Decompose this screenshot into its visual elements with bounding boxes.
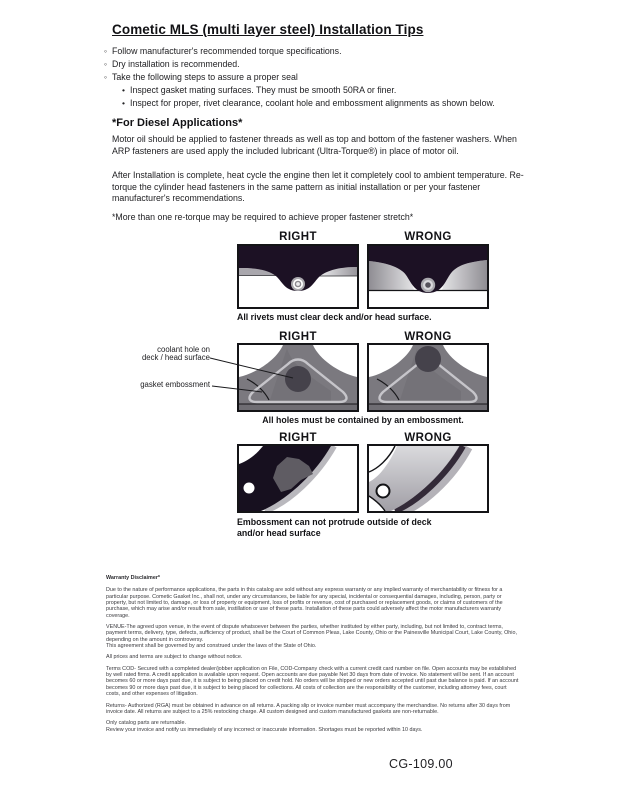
wrong-label: WRONG — [404, 331, 452, 343]
row2-caption: All holes must be contained by an embossment. — [262, 415, 464, 425]
disclaimer-paragraph: This agreement shall be governed by and construed under the laws of the State of Ohio. — [106, 643, 317, 650]
disclaimer-paragraph: Returns- Authorized (RGA) must be obtained in advance on all returns. A packing slip or invoice number must accompany the merchandise. No returns after 30 days from invoice date. All returns are subject to a 25% restocking charge. All custom designed and custom manufactured gaskets are non-returnable. — [106, 702, 511, 715]
bullet-icon: ◦ — [104, 72, 108, 82]
sub-bullet-icon: • — [122, 98, 125, 108]
disclaimer-paragraph: VENUE-The agreed upon venue, in the event of dispute whatsoever between the parties, whether instituted by either party, including, but not limited to, contract terms, payment terms, delivery, type, defects, sufficiency of product, shall be the Court of Common Pleas, Lake County, Ohio or the Painesville Municipal Court, Lake County, Ohio, depending on the amount in controversy. — [106, 624, 517, 643]
embossment-right-diagram — [237, 444, 359, 513]
tip-text: Dry installation is recommended. — [112, 59, 240, 69]
disclaimer-paragraph: Due to the nature of performance applications, the parts in this catalog are sold without any express warranty or any implied warranty of merchantability or fitness for a particular purpose. Cometic Gasket Inc., shall not, under any circumstances, be liable for any special, incidental or consequential damages, including, person, party or property, but not limited to, damage, or loss of property or equipment, loss of profits or revenue, cost of purchased or replacement goods, or claims of customers of the purchase, which may arise and/or result from sale, instillation or use of these parts. Installation of these parts could adversely affect the motor manufacturers warranty coverage. — [106, 587, 503, 619]
disclaimer-paragraph: Review your invoice and notify us immediately of any incorrect or inaccurate information. Shortages must be reported within 10 days. — [106, 726, 423, 733]
right-label: RIGHT — [279, 231, 317, 243]
coolant-hole-annotation — [108, 346, 210, 362]
diesel-note: *More than one re-torque may be required to achieve proper fastener stretch* — [112, 212, 414, 222]
disclaimer-paragraph: Only catalog parts are returnable. — [106, 720, 187, 727]
list-item — [104, 71, 534, 84]
list-item — [122, 97, 534, 110]
caption-line: Embossment can not protrude outside of deck — [237, 517, 432, 527]
diesel-heading: *For Diesel Applications* — [112, 117, 243, 129]
right-label: RIGHT — [279, 432, 317, 444]
disclaimer-heading: Warranty Disclaimer* — [106, 575, 161, 581]
embossment-wrong-diagram — [367, 444, 489, 513]
gasket-embossment-annotation: gasket embossment — [140, 380, 210, 389]
bullet-icon: ◦ — [104, 59, 108, 69]
annotation-line: coolant hole on — [157, 345, 210, 354]
wrong-label: WRONG — [404, 432, 452, 444]
list-item — [104, 45, 534, 58]
rivet-wrong-diagram — [367, 244, 489, 309]
tip-text: Follow manufacturer's recommended torque specifications. — [112, 46, 342, 56]
diesel-paragraph-1: Motor oil should be applied to fastener threads as well as top and bottom of the fastener washers. When ARP fasteners are used apply the included lubricant (Ultra-Torque®) in place of motor oil. — [112, 134, 517, 156]
sub-bullet-icon: • — [122, 85, 125, 95]
row3-caption — [237, 517, 507, 539]
part-number: CG-109.00 — [389, 757, 453, 771]
leader-lines — [205, 348, 315, 398]
diesel-paragraph-2: After Installation is complete, heat cycle the engine then let it completely cool to ambient temperature. Re-torque the cylinder head fasteners in the same pattern as initial installation or per your fastener manufacturer's recommendations. — [112, 170, 524, 203]
row1-caption: All rivets must clear deck and/or head surface. — [237, 312, 432, 322]
tips-list — [104, 45, 534, 110]
right-label: RIGHT — [279, 331, 317, 343]
bullet-icon: ◦ — [104, 46, 108, 56]
tip-text: Take the following steps to assure a proper seal — [112, 72, 298, 82]
warranty-disclaimer — [106, 575, 520, 738]
list-item — [104, 58, 534, 71]
tip-text: Inspect for proper, rivet clearance, coolant hole and embossment alignments as shown below. — [130, 98, 495, 108]
list-item — [122, 84, 534, 97]
rivet-right-diagram — [237, 244, 359, 309]
annotation-line: deck / head surface — [141, 353, 210, 362]
wrong-label: WRONG — [404, 231, 452, 243]
caption-line: and/or head surface — [237, 528, 321, 538]
page-title: Cometic MLS (multi layer steel) Installation Tips — [112, 22, 424, 37]
tip-text: Inspect gasket mating surfaces. They must be smooth 50RA or finer. — [130, 85, 397, 95]
disclaimer-paragraph: All prices and terms are subject to change without notice. — [106, 654, 243, 661]
coolant-hole-wrong-diagram — [367, 343, 489, 412]
disclaimer-paragraph: Terms COD- Secured with a completed dealer/jobber application on File, COD-Company check with a current credit card number on file. Open accounts may be established by well rated firms. A credit application is available upon request. Open accounts are due payable Net 30 days from date of invoice. No statement will be sent. If an account becomes 60 or more days past due, it is subject to being placed on credit hold. No orders will be shipped or new orders accepted until past due balance is paid. If an account becomes 90 or more days past due, it is subject to being placed for collections. All costs of collection are the responsibility of the customer, including attorney fees, court costs, and other expenses of litigation. — [106, 665, 519, 698]
